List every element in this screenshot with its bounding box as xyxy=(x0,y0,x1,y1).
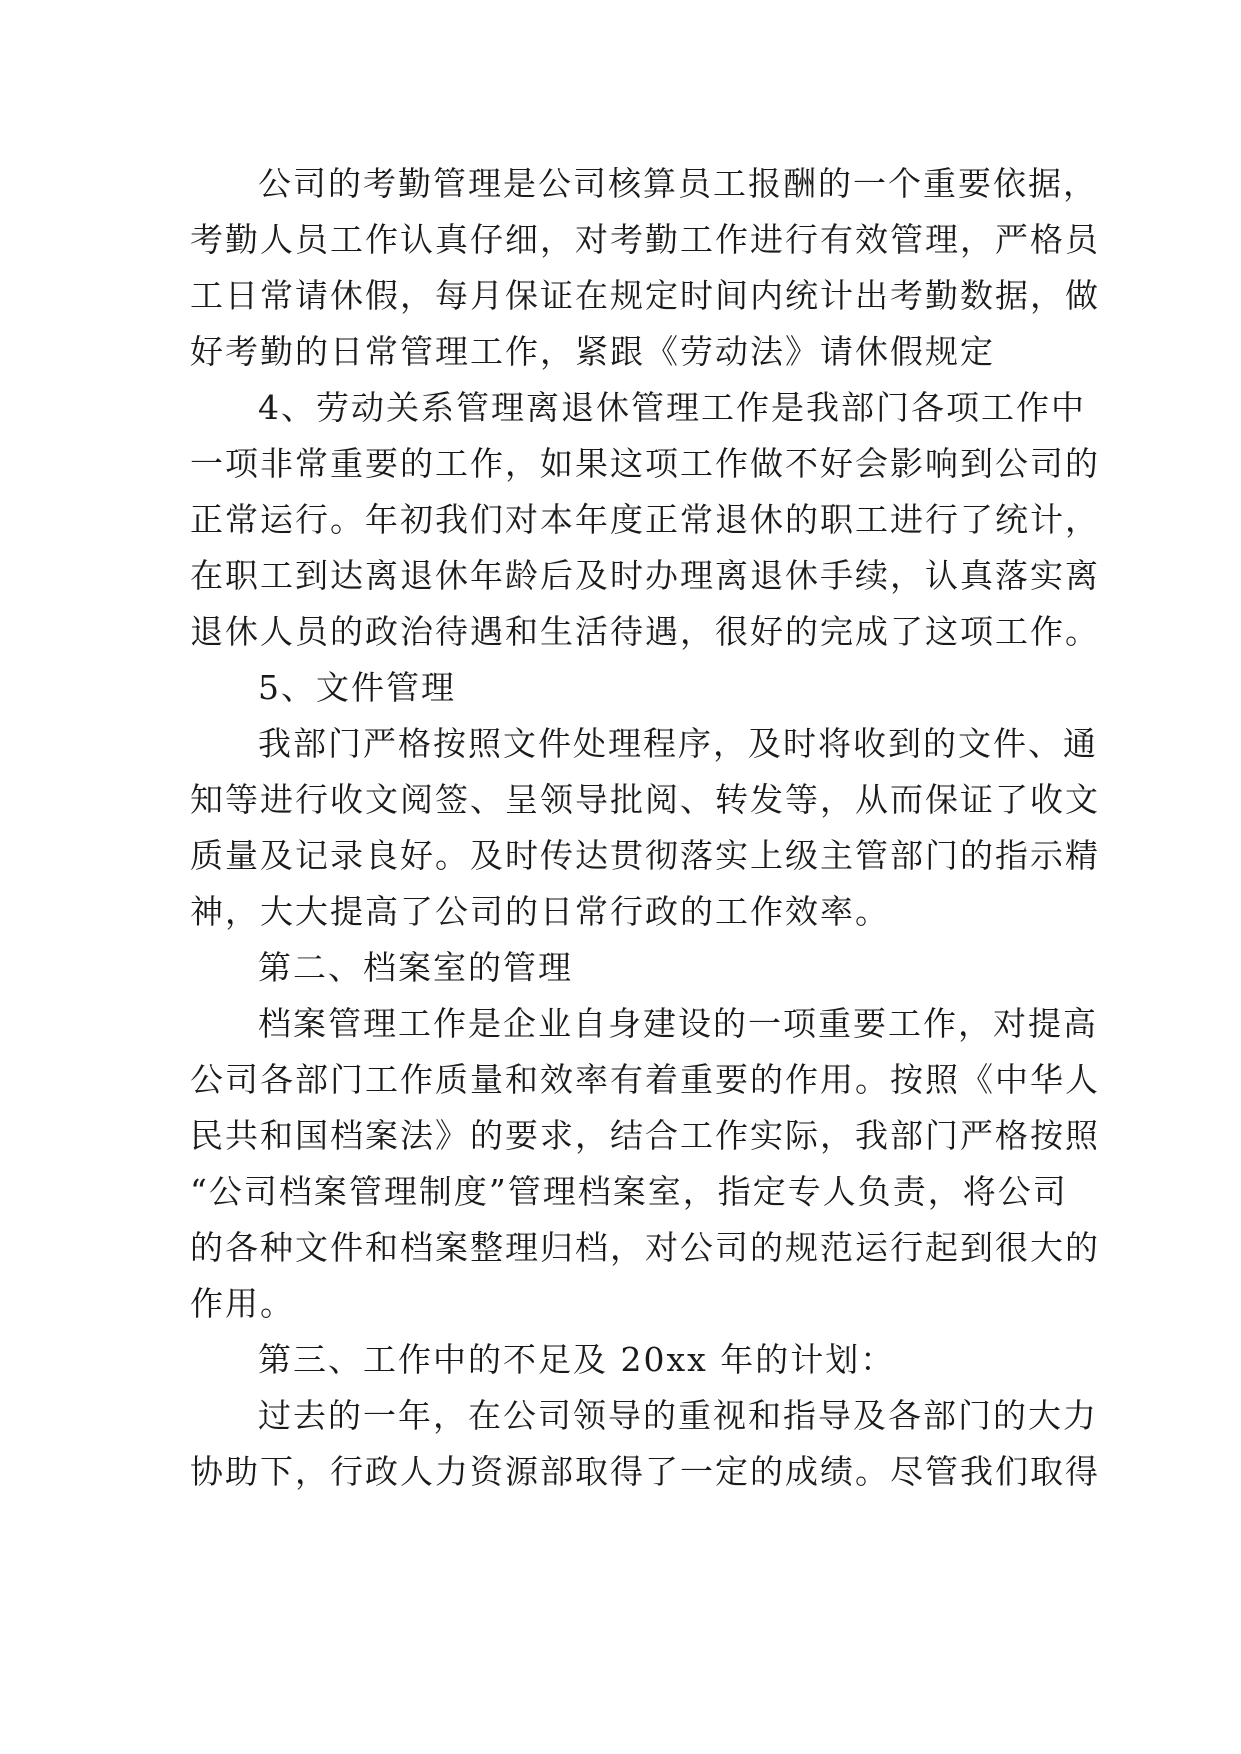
text-line: 作用。 xyxy=(190,1284,295,1323)
text-line: 4、劳动关系管理离退休管理工作是我部门各项工作中 xyxy=(258,388,1086,427)
text-line: 第三、工作中的不足及 20xx 年的计划： xyxy=(258,1340,896,1379)
paragraph-archive-management xyxy=(190,996,1100,1332)
text-line: 考勤人员工作认真仔细，对考勤工作进行有效管理，严格员 xyxy=(190,220,1100,259)
text-line: 质量及记录良好。及时传达贯彻落实上级主管部门的指示精 xyxy=(190,836,1100,875)
section-heading-plan xyxy=(190,1332,1070,1388)
section-heading-file-management xyxy=(190,660,1070,716)
text-line: 一项非常重要的工作，如果这项工作做不好会影响到公司的 xyxy=(190,444,1100,483)
text-line: 在职工到达离退休年龄后及时办理离退休手续，认真落实离 xyxy=(190,556,1100,595)
text-line: 我部门严格按照文件处理程序，及时将收到的文件、通 xyxy=(258,724,1098,763)
text-line: 5、文件管理 xyxy=(258,668,456,707)
text-line: 的各种文件和档案整理归档，对公司的规范运行起到很大的 xyxy=(190,1228,1100,1267)
text-line: 工日常请休假，每月保证在规定时间内统计出考勤数据，做 xyxy=(190,276,1100,315)
text-line: 档案管理工作是企业自身建设的一项重要工作，对提高 xyxy=(258,1004,1098,1043)
document-body xyxy=(190,156,1100,1500)
paragraph-labor-relations xyxy=(190,380,1100,660)
paragraph-attendance xyxy=(190,156,1100,380)
section-heading-archives xyxy=(190,940,1070,996)
text-line: 好考勤的日常管理工作，紧跟《劳动法》请休假规定 xyxy=(190,332,995,371)
text-line: “公司档案管理制度”管理档案室，指定专人负责，将公司 xyxy=(190,1172,1068,1211)
text-line: 过去的一年，在公司领导的重视和指导及各部门的大力 xyxy=(258,1396,1098,1435)
text-line: 第二、档案室的管理 xyxy=(258,948,573,987)
text-line: 公司的考勤管理是公司核算员工报酬的一个重要依据， xyxy=(258,164,1098,203)
text-line: 正常运行。年初我们对本年度正常退休的职工进行了统计， xyxy=(190,500,1100,539)
text-line: 退休人员的政治待遇和生活待遇，很好的完成了这项工作。 xyxy=(190,612,1100,651)
text-line: 公司各部门工作质量和效率有着重要的作用。按照《中华人 xyxy=(190,1060,1100,1099)
text-line: 协助下，行政人力资源部取得了一定的成绩。尽管我们取得 xyxy=(190,1452,1100,1491)
text-line: 民共和国档案法》的要求，结合工作实际，我部门严格按照 xyxy=(190,1116,1100,1155)
paragraph-review xyxy=(190,1388,1100,1500)
paragraph-file-handling xyxy=(190,716,1100,940)
text-line: 神，大大提高了公司的日常行政的工作效率。 xyxy=(190,892,890,931)
text-line: 知等进行收文阅签、呈领导批阅、转发等，从而保证了收文 xyxy=(190,780,1100,819)
